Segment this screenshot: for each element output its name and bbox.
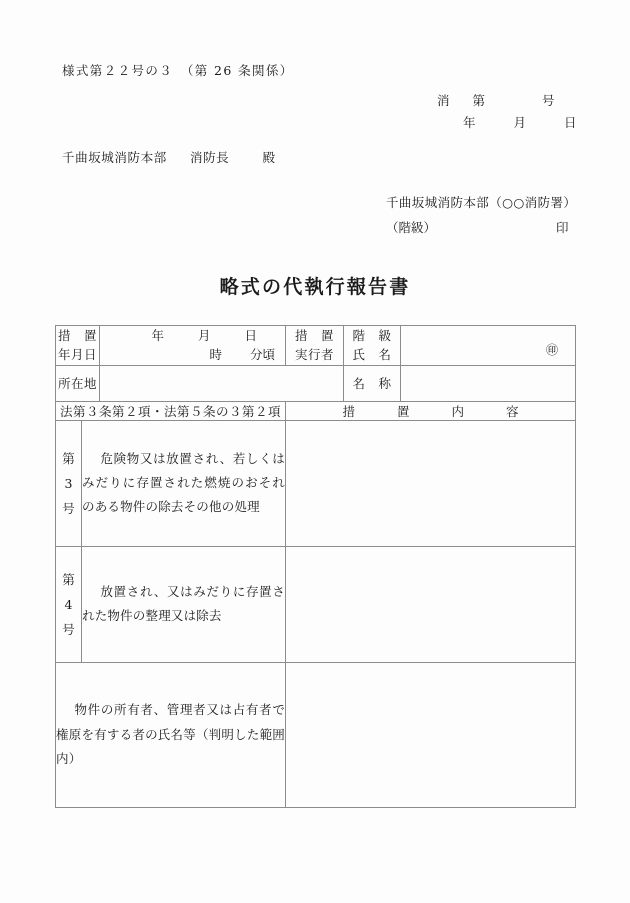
cell-measure-date-value[interactable] (100, 326, 286, 366)
cell-clause-3-content[interactable] (286, 420, 576, 546)
cell-owner-value[interactable] (286, 662, 576, 807)
cell-measure-content-header (286, 401, 576, 420)
cell-clause-4-content[interactable] (286, 546, 576, 662)
issuer-organization: 千曲坂城消防本部（○○消防署） (386, 195, 577, 210)
page-title: 略式の代執行報告書 (219, 276, 411, 298)
measure-day-label: 日 (244, 328, 258, 343)
owner-label-text: 物件の所有者、管理者又は占有者で権原を有する者の氏名等（判明した範囲内） (56, 702, 286, 766)
table-row-clause-4 (56, 546, 576, 662)
seal-icon: ㊞ (546, 342, 559, 357)
rank-label: 階 級 (352, 328, 392, 343)
cell-executor-label (286, 326, 344, 366)
doc-number-dai: 第 (472, 93, 486, 108)
addressee-organization: 千曲坂城消防本部 (62, 150, 167, 165)
measure-date-label-line2: 年月日 (58, 347, 98, 363)
addressee-line (62, 148, 276, 166)
measure-date-value-line2 (100, 345, 285, 364)
report-form-table (55, 325, 576, 808)
addressee-title: 消防長 (189, 150, 230, 165)
cell-clause-4-number (56, 546, 82, 662)
table-row-location (56, 365, 576, 401)
cell-law-clause-header: 法第３条第２項・法第５条の３第２項 (56, 401, 286, 420)
clause-4-char-0: 第 (62, 571, 75, 587)
cell-clause-3-number (56, 420, 82, 546)
cell-object-name-label: 名 称 (344, 365, 401, 401)
issuer-seal-label: 印 (555, 220, 569, 235)
measure-date-value-line1 (100, 326, 285, 345)
clause-4-char-1: 4 (64, 596, 73, 612)
cell-rank-name-value[interactable] (401, 326, 576, 366)
clause-3-char-0: 第 (62, 450, 75, 466)
cell-measure-date-label (56, 326, 100, 366)
issuer-rank-line (386, 218, 569, 236)
cell-clause-3-text (82, 420, 286, 546)
clause-3-char-2: 号 (62, 500, 75, 516)
clause-3-text: 危険物又は放置され、若しくはみだりに存置された燃焼のおそれのある物件の除去その他の処理 (82, 450, 286, 515)
measure-year-label: 年 (151, 328, 165, 343)
cell-object-name-value[interactable] (401, 365, 576, 401)
cell-owner-label (56, 662, 286, 807)
cell-rank-name-label (344, 326, 401, 366)
clause-3-char-1: 3 (64, 475, 73, 491)
addressee-honorific: 殿 (262, 150, 276, 165)
measure-minute-label: 分頃 (250, 347, 276, 363)
executor-label-line1: 措 置 (295, 328, 335, 343)
doc-number-suffix: 号 (541, 93, 556, 108)
measure-month-label: 月 (198, 328, 211, 343)
date-day-label: 日 (563, 115, 577, 130)
table-row-clause-3 (56, 420, 576, 546)
measure-date-label-line1: 措 置 (58, 328, 98, 343)
document-date-line (463, 113, 576, 131)
date-month-label: 月 (513, 115, 526, 130)
table-row-measure-date (56, 326, 576, 366)
cell-location-value[interactable] (100, 365, 344, 401)
clause-4-text: 放置され、又はみだりに存置された物件の整理又は除去 (82, 583, 286, 624)
form-number: 様式第２２号の３ （第 26 条関係） (62, 63, 294, 78)
cell-location-label: 所在地 (56, 365, 100, 401)
measure-content-header-text: 措置内容 (342, 403, 561, 419)
cell-clause-4-text (82, 546, 286, 662)
table-row-section-header (56, 401, 576, 420)
clause-4-char-2: 号 (62, 621, 75, 637)
document-number-line (437, 91, 555, 109)
executor-label-line2: 実行者 (295, 347, 335, 363)
measure-hour-label: 時 (209, 347, 223, 363)
date-year-label: 年 (463, 115, 476, 130)
issuer-rank-label: （階級） (386, 220, 437, 235)
table-row-owner (56, 662, 576, 807)
doc-number-prefix: 消 (437, 93, 451, 108)
name-label: 氏 名 (352, 347, 392, 363)
